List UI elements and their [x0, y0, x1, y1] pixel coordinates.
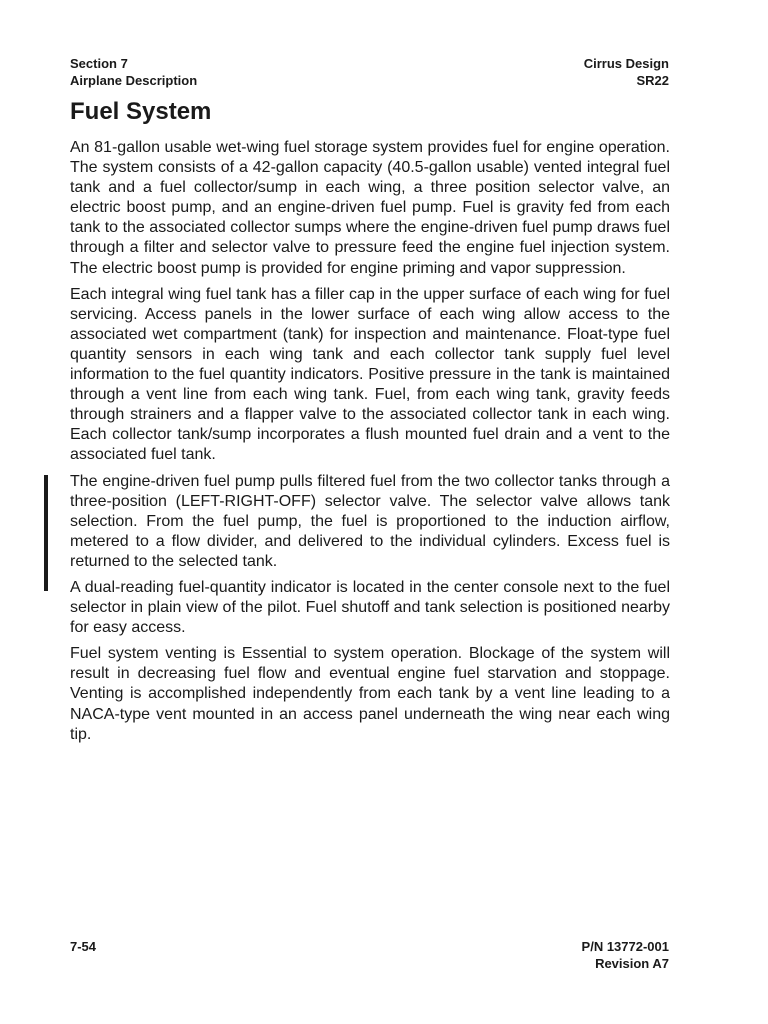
paragraph: An 81-gallon usable wet-wing fuel storage system provides fuel for engine operation. The system consists of a 42-gallon capacity (40.5-gallon usable) vented integral fuel tank and a fuel collector/sump in each wing, a three position selector valve, an electric boost pump, and an engine-driven fuel pump. Fuel is gravity fed from each tank to the associated collector sumps where the engine-driven fuel pump draws fuel through a filter and selector valve to pressure feed the engine fuel injection system. The electric boost pump is provided for engine priming and vapor suppression.: [70, 139, 670, 277]
model-label: SR22: [636, 73, 669, 88]
page-number: 7-54: [70, 939, 97, 954]
revision-label: Revision A7: [595, 956, 669, 971]
page-footer-right: [582, 938, 669, 972]
revised-paragraph-wrapper: [70, 472, 670, 572]
part-number: P/N 13772-001: [581, 939, 669, 954]
paragraph: A dual-reading fuel-quantity indicator is located in the center console next to the fuel selector in plain view of the pilot. Fuel shutoff and tank selection is positioned nearby for easy access.: [70, 578, 670, 637]
page-title: Fuel System: [70, 98, 212, 125]
page-footer-left: [70, 938, 96, 955]
paragraph: The engine-driven fuel pump pulls filtered fuel from the two collector tanks through a three-position (LEFT-RIGHT-OFF) selector valve. The selector valve allows tank selection. From the fuel pump, the fuel is proportioned to the induction airflow, metered to a flow divider, and delivered to the individual cylinders. Excess fuel is returned to the selected tank.: [70, 472, 670, 570]
page-header-right: [584, 55, 669, 89]
section-label: Section 7: [70, 56, 128, 71]
body-text: [70, 138, 670, 751]
paragraph: Each integral wing fuel tank has a filler cap in the upper surface of each wing for fuel servicing. Access panels in the lower surface of each wing allow access to the associated wet compartment (tank) for inspection and maintenance. Float-type fuel quantity sensors in each wing tank and each collector tank supply fuel level information to the fuel quantity indicators. Positive pressure in the tank is maintained through a vent line from each wing tank. Fuel, from each wing tank, gravity feeds through strainers and a flapper valve to the associated collector tank in each wing. Each collector tank/sump incorporates a flush mounted fuel drain and a vent to the associated fuel tank.: [70, 285, 670, 464]
paragraph: Fuel system venting is Essential to system operation. Blockage of the system will result in decreasing fuel flow and eventual engine fuel starvation and stoppage. Venting is accomplished independently from each tank by a vent line leading to a NACA-type vent mounted in an access panel underneath the wing near each wing tip.: [70, 645, 670, 743]
revision-change-bar: [44, 475, 48, 591]
chapter-label: Airplane Description: [70, 73, 198, 88]
page-header-left: [70, 55, 197, 89]
company-label: Cirrus Design: [583, 56, 669, 71]
